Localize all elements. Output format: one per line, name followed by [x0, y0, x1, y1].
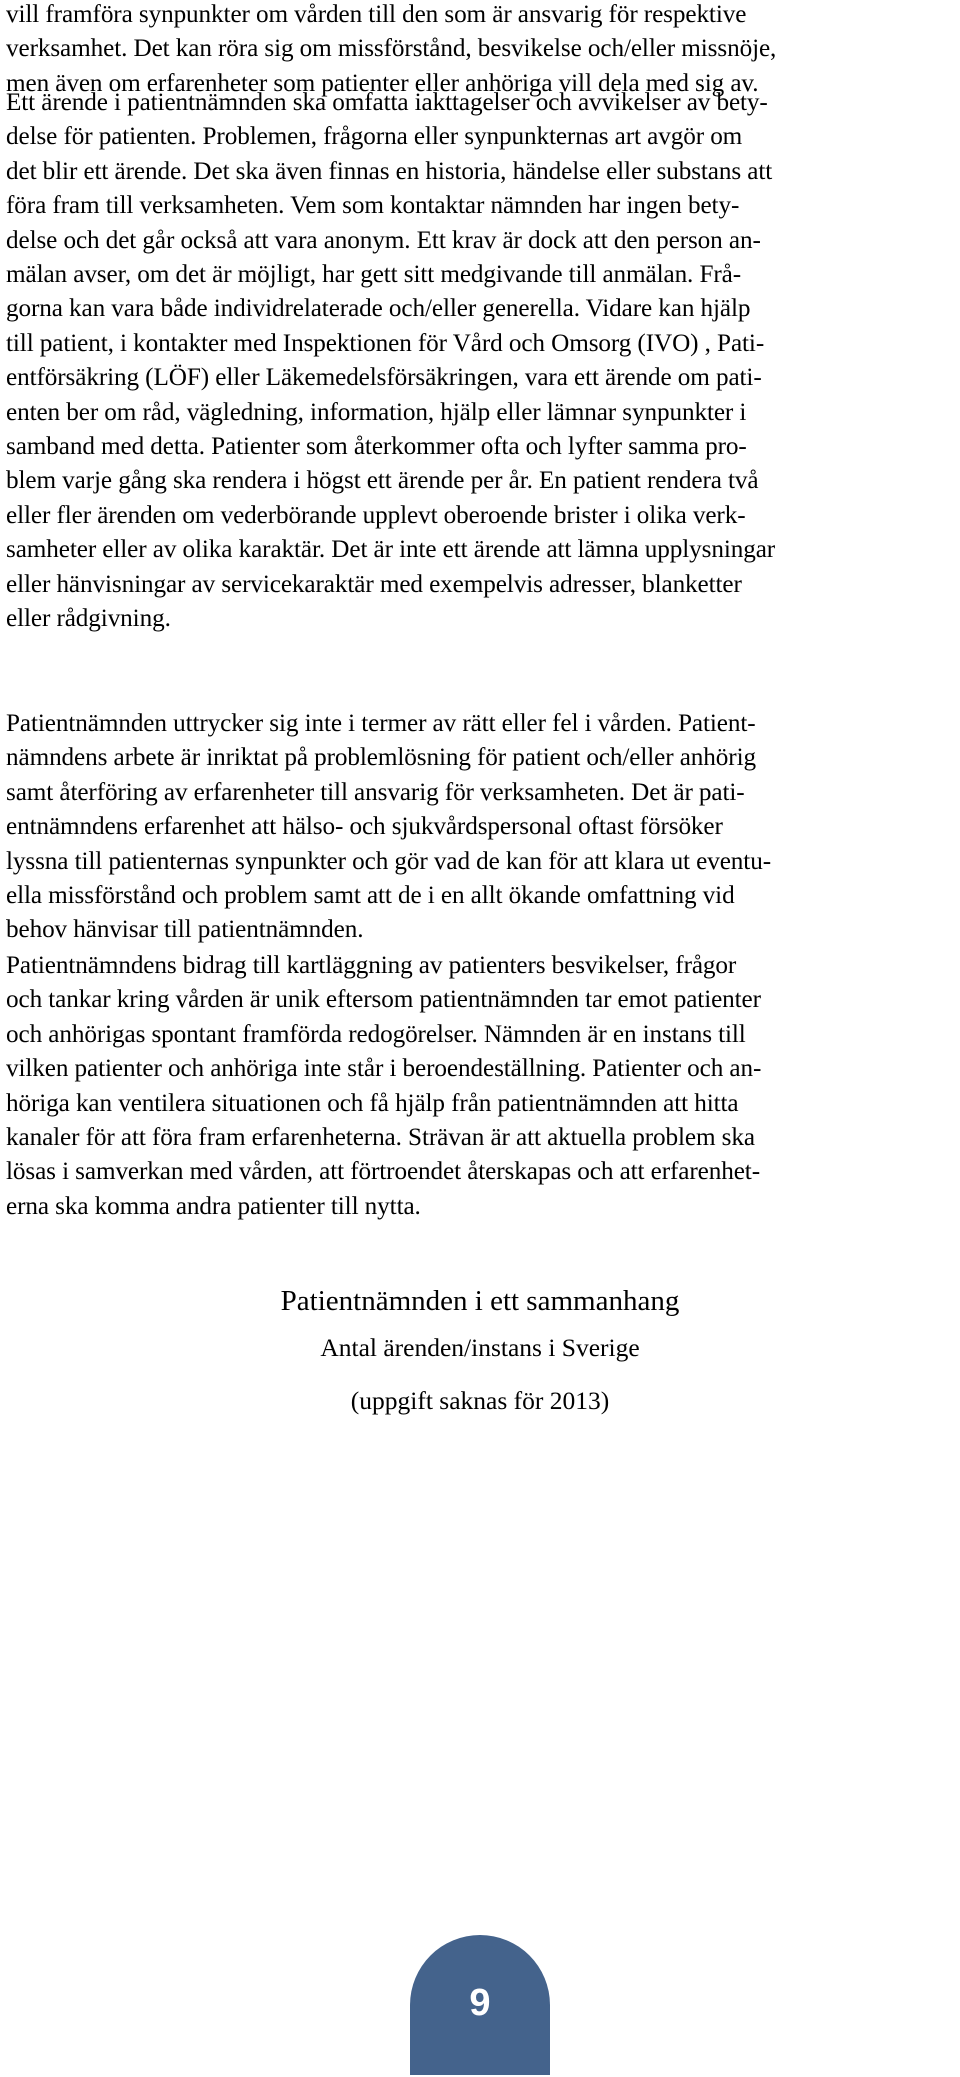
text-line: samheter eller av olika karaktär. Det är inte ett ärende att lämna upplysningar — [6, 536, 776, 564]
text-line: vill framföra synpunkter om vården till den som är ansvarig för respektive — [6, 1, 747, 28]
text-line: erna ska komma andra patienter till nytta. — [6, 1192, 421, 1220]
text-line: entförsäkring (LÖF) eller Läkemedelsförsäkringen, vara ett ärende om pati- — [6, 364, 762, 392]
figure-caption-title: Patientnämnden i ett sammanhang — [280, 1285, 680, 1317]
text-line: och anhörigas spontant framförda redogörelser. Nämnden är en instans till — [6, 1020, 746, 1048]
text-line: kanaler för att föra fram erfarenheterna. Strävan är att aktuella problem ska — [6, 1124, 755, 1152]
text-line: entnämndens erfarenhet att hälso- och sjukvårdspersonal oftast försöker — [6, 813, 723, 841]
text-line: Patientnämndens bidrag till kartläggning av patienters besvikelser, frågor — [6, 952, 737, 979]
text-line: lösas i samverkan med vården, att förtroendet återskapas och att erfarenhet- — [6, 1158, 760, 1186]
text-line: till patient, i kontakter med Inspektionen för Vård och Omsorg (IVO) , Pati- — [6, 329, 765, 357]
text-line: eller fler ärenden om vederbörande upplevt oberoende brister i olika verk- — [6, 501, 746, 529]
figure-caption-note: (uppgift saknas för 2013) — [350, 1386, 610, 1415]
text-line: eller rådgivning. — [6, 605, 171, 633]
paragraph-3 — [6, 707, 921, 948]
paragraph-2 — [6, 86, 921, 637]
text-line: mälan avser, om det är möjligt, har gett sitt medgivande till anmälan. Frå- — [6, 261, 742, 289]
page-number-badge — [410, 1935, 550, 2075]
text-line: men även om erfarenheter som patienter eller anhöriga vill dela med sig av. — [6, 69, 759, 97]
text-line: Ett ärende i patientnämnden ska omfatta iakttagelser och avvikelser av bety- — [6, 89, 768, 116]
text-line: samt återföring av erfarenheter till ansvarig för verksamheten. Det är pati- — [6, 778, 745, 806]
text-line: vilken patienter och anhöriga inte står i beroendeställning. Patienter och an- — [6, 1055, 762, 1083]
text-line: föra fram till verksamheten. Vem som kontaktar nämnden har ingen bety- — [6, 192, 740, 220]
figure-caption-subtitle: Antal ärenden/instans i Sverige — [320, 1333, 640, 1362]
text-line: och tankar kring vården är unik eftersom patientnämnden tar emot patienter — [6, 986, 761, 1014]
text-line: Patientnämnden uttrycker sig inte i termer av rätt eller fel i vården. Patient- — [6, 710, 756, 737]
text-line: nämndens arbete är inriktat på problemlösning för patient och/eller anhörig — [6, 744, 756, 772]
text-line: höriga kan ventilera situationen och få hjälp från patientnämnden att hitta — [6, 1089, 739, 1117]
page-number: 9 — [469, 1982, 491, 2024]
text-line: gorna kan vara både individrelaterade och/eller generella. Vidare kan hjälp — [6, 295, 751, 323]
text-line: eller hänvisningar av servicekaraktär med exempelvis adresser, blanketter — [6, 570, 742, 598]
text-line: delse och det går också att vara anonym. Ett krav är dock att den person an- — [6, 226, 761, 254]
text-line: blem varje gång ska rendera i högst ett ärende per år. En patient rendera två — [6, 467, 759, 495]
text-line: ella missförstånd och problem samt att de i en allt ökande omfattning vid — [6, 882, 735, 910]
text-line: behov hänvisar till patientnämnden. — [6, 916, 364, 944]
text-line: lyssna till patienternas synpunkter och gör vad de kan för att klara ut eventu- — [6, 847, 771, 875]
text-line: enten ber om råd, vägledning, information, hjälp eller lämnar synpunkter i — [6, 398, 747, 426]
text-line: det blir ett ärende. Det ska även finnas en historia, händelse eller substans att — [6, 157, 773, 185]
text-line: samband med detta. Patienter som återkommer ofta och lyfter samma pro- — [6, 433, 747, 461]
text-line: delse för patienten. Problemen, frågorna eller synpunkternas art avgör om — [6, 123, 743, 151]
paragraph-4 — [6, 949, 921, 1224]
text-line: verksamhet. Det kan röra sig om missförstånd, besvikelse och/eller missnöje, — [6, 35, 777, 63]
